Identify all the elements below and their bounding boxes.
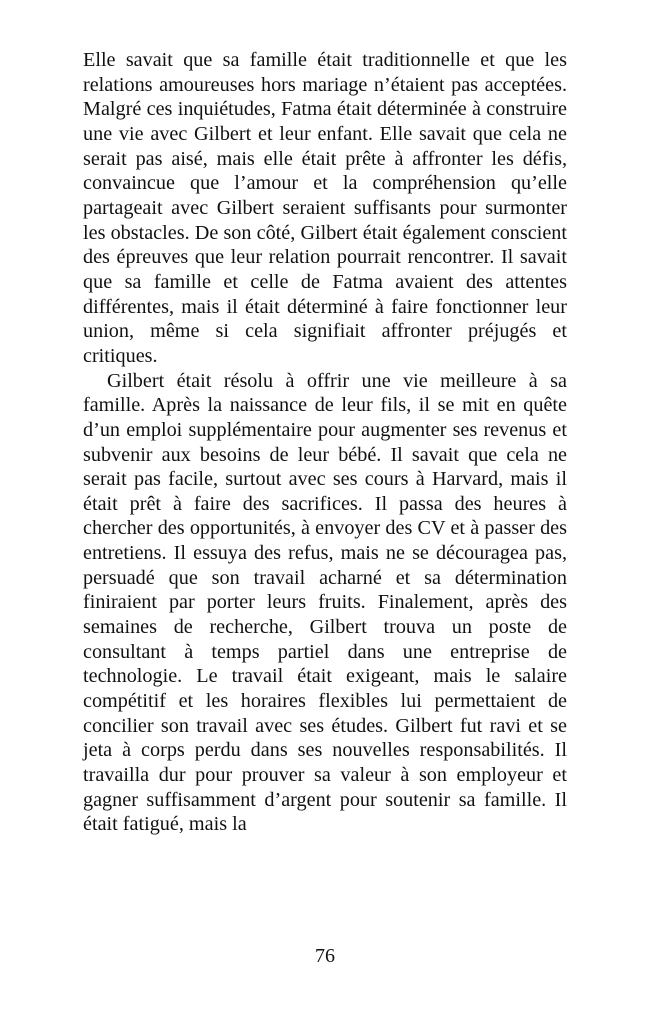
body-text (83, 48, 567, 837)
paragraph-continuation: Elle savait que sa famille était traditionnelle et que les relations amoureuses hors mariage n’étaient pas acceptées. Malgré ces inquiétudes, Fatma était déterminée à construire une vie avec Gilbert et leur enfant. Elle savait que cela ne serait pas aisé, mais elle était prête à affronter les défis, convaincue que l’amour et la compréhension qu’elle partageait avec Gilbert seraient suffisants pour surmonter les obstacles. De son côté, Gilbert était également conscient des épreuves que leur relation pourrait rencontrer. Il savait que sa famille et celle de Fatma avaient des attentes différentes, mais il était déterminé à faire fonctionner leur union, même si cela signifiait affronter préjugés et critiques. (83, 49, 567, 367)
paragraph-gilbert: Gilbert était résolu à offrir une vie meilleure à sa famille. Après la naissance de leur fils, il se mit en quête d’un emploi supplémentaire pour augmenter ses revenus et subvenir aux besoins de leur bébé. Il savait que cela ne serait pas facile, surtout avec ses cours à Harvard, mais il était prêt à faire des sacrifices. Il passa des heures à chercher des opportunités, à envoyer des CV et à passer des entretiens. Il essuya des refus, mais ne se découragea pas, persuadé que son travail acharné et sa détermination finiraient par porter leurs fruits. Finalement, après des semaines de recherche, Gilbert trouva un poste de consultant à temps partiel dans une entreprise de technologie. Le travail était exigeant, mais le salaire compétitif et les horaires flexibles lui permettaient de concilier son travail avec ses études. Gilbert fut ravi et se jeta à corps perdu dans ses nouvelles responsabilités. Il travailla dur pour prouver sa valeur à son employeur et gagner suffisamment d’argent pour soutenir sa famille. Il était fatigué, mais la (83, 369, 567, 836)
page-number: 76 (315, 945, 335, 967)
